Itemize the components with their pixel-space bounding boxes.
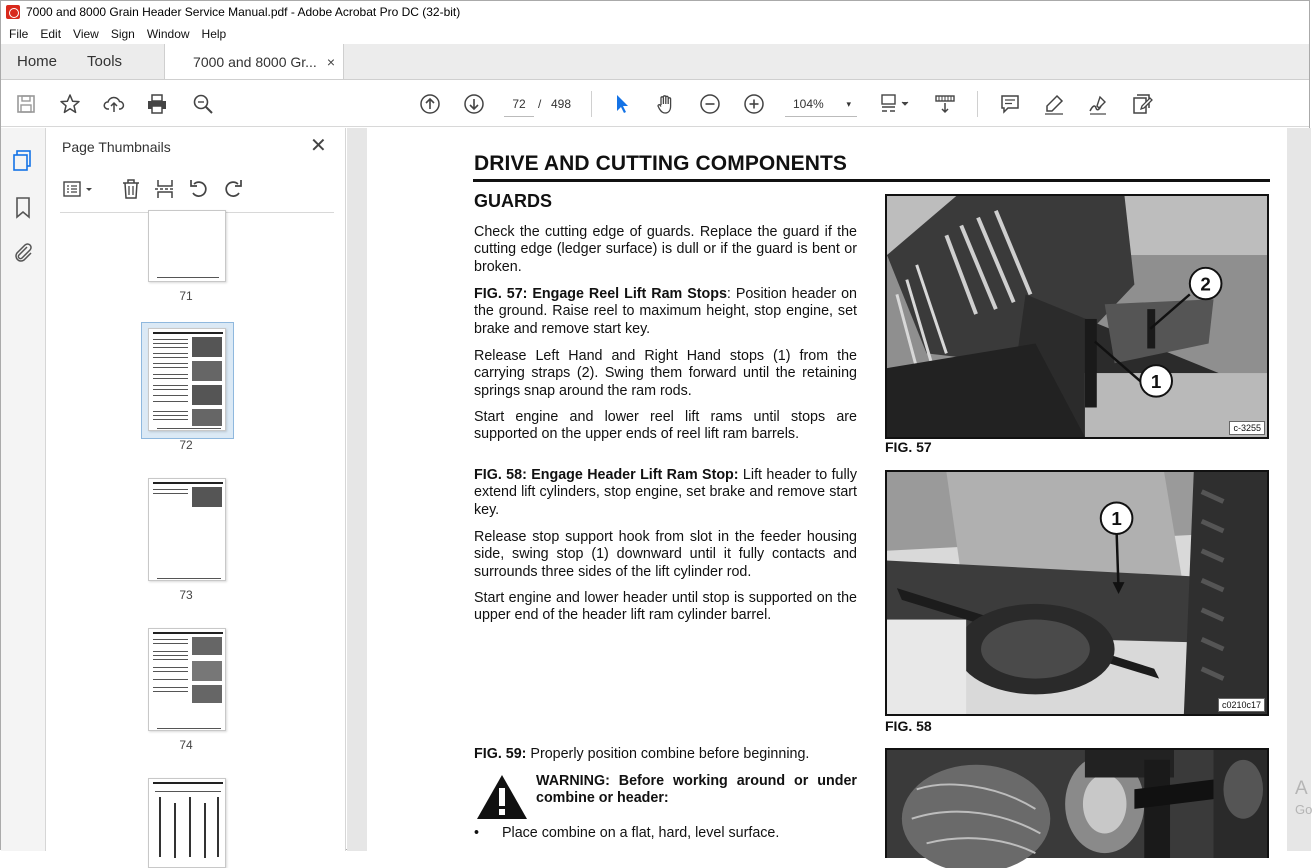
acrobat-logo-icon [6, 5, 20, 19]
menu-bar [1, 23, 1309, 44]
tab-document-label: 7000 and 8000 Gr... [193, 53, 317, 70]
paragraph-guards: Check the cutting edge of guards. Replace the guard if the cutting edge (ledger surface) is dull or if the guard is bent or broken. [474, 224, 857, 275]
scroll-mode-icon[interactable] [933, 92, 957, 116]
edit-pdf-icon[interactable] [1130, 92, 1154, 116]
next-page-icon[interactable] [462, 92, 486, 116]
zoom-out-icon[interactable] [698, 92, 722, 116]
close-tab-icon[interactable]: × [326, 53, 336, 70]
callout-2: 2 [1200, 273, 1211, 295]
warning-text: WARNING: Before working around or under combine or header: [536, 773, 857, 807]
print-icon[interactable] [145, 92, 169, 116]
tab-tools[interactable]: Tools [87, 53, 123, 70]
thumbnail-label: 72 [179, 438, 193, 452]
bookmarks-icon[interactable] [12, 196, 36, 220]
navigation-rail [1, 128, 46, 851]
paragraph-release-stops: Release Left Hand and Right Hand stops (1) from the carrying straps (2). Swing them forward until the retaining springs snap around the ram rods. [474, 348, 857, 399]
thumbnail-label: 74 [179, 738, 193, 752]
thumbnails-panel [46, 128, 346, 851]
page-total: 498 [551, 97, 572, 111]
hand-tool-icon[interactable] [654, 92, 678, 116]
zoom-level-select[interactable] [785, 91, 857, 117]
zoom-in-icon[interactable] [742, 92, 766, 116]
panel-title: Page Thumbnails [62, 139, 171, 155]
figure-code: c0210c17 [1218, 698, 1265, 712]
rotate-counterclockwise-icon[interactable] [188, 178, 212, 202]
tab-bar [1, 44, 1309, 80]
find-zoom-icon[interactable] [191, 92, 215, 116]
page-separator: / [538, 97, 542, 111]
menu-file[interactable]: File [9, 26, 29, 41]
paragraph-lower-rams: Start engine and lower reel lift rams until stops are supported on the upper ends of reel lift ram barrels. [474, 409, 857, 443]
warning-triangle-icon [475, 773, 529, 821]
thumbnail-page-74[interactable] [148, 628, 226, 731]
page-thumbnails-icon[interactable] [12, 149, 36, 173]
page-number-input[interactable]: 72 [504, 91, 534, 117]
options-menu-icon[interactable] [62, 178, 98, 202]
close-panel-icon[interactable]: ✕ [310, 135, 327, 157]
tab-document[interactable] [164, 44, 344, 79]
paragraph-label: FIG. 58: Engage Header Lift Ram Stop: [474, 467, 739, 483]
figure-59-image [885, 748, 1269, 858]
pdf-page [367, 128, 1287, 851]
paragraph-fig58: FIG. 58: Engage Header Lift Ram Stop: Lift header to fully extend lift cylinders, stop engine, set brake and remove start key. [474, 467, 857, 518]
figure-58-image [885, 470, 1269, 716]
attachments-icon[interactable] [12, 241, 36, 265]
paragraph-fig57: FIG. 57: Engage Reel Lift Ram Stops: Position header on the ground. Raise reel to maximum height, stop engine, set brake and remove start key. [474, 286, 857, 337]
thumbnail-page-73[interactable] [148, 478, 226, 581]
figure-caption: FIG. 58 [885, 718, 932, 734]
document-view [347, 128, 1311, 851]
paragraph-label: FIG. 57: Engage Reel Lift Ram Stops [474, 286, 727, 302]
toolbar-divider [977, 91, 978, 117]
draw-sign-icon[interactable] [1086, 92, 1110, 116]
figure-57-image [885, 194, 1269, 439]
title-rule [473, 179, 1270, 182]
select-cursor-icon[interactable] [610, 92, 634, 116]
menu-help[interactable]: Help [201, 26, 227, 41]
thumbnail-page-72[interactable] [148, 328, 226, 431]
menu-sign[interactable]: Sign [110, 26, 135, 41]
menu-window[interactable]: Window [146, 26, 190, 41]
callout-1: 1 [1150, 370, 1162, 392]
figure-code: c-3255 [1229, 421, 1265, 435]
thumbnail-label: 73 [179, 588, 193, 602]
thumbnail-page-75[interactable] [148, 778, 226, 868]
thumbnail-tools [60, 178, 350, 204]
chevron-down-icon: ▾ [846, 99, 851, 109]
section-heading: GUARDS [474, 191, 553, 211]
list-item: • Place combine on a flat, hard, level surface. [474, 825, 780, 841]
title-bar [1, 1, 1309, 23]
activation-watermark-sub: Go [1295, 802, 1312, 817]
zoom-level-value: 104% [793, 97, 824, 111]
figure-caption: FIG. 57 [885, 439, 932, 455]
highlight-pen-icon[interactable] [1042, 92, 1066, 116]
menu-view[interactable]: View [73, 26, 99, 41]
thumbnail-label: 71 [179, 289, 193, 303]
menu-edit[interactable]: Edit [40, 26, 62, 41]
thumbnail-page-71[interactable] [148, 210, 226, 282]
delete-page-icon[interactable] [120, 178, 144, 202]
paragraph-fig59: FIG. 59: Properly position combine before beginning. [474, 746, 810, 762]
rotate-clockwise-icon[interactable] [222, 178, 246, 202]
bookmark-star-icon[interactable] [58, 92, 82, 116]
save-icon[interactable] [14, 92, 38, 116]
tab-home[interactable]: Home [17, 53, 58, 70]
page-title: DRIVE AND CUTTING COMPONENTS [474, 152, 848, 175]
extract-page-icon[interactable] [154, 178, 178, 202]
paragraph-release-hook: Release stop support hook from slot in the feeder housing side, swing stop (1) downward until it fully contacts and surrounds three sides of the lift cylinder rod. [474, 529, 857, 580]
page-fit-icon[interactable] [879, 92, 913, 116]
cloud-upload-icon[interactable] [102, 92, 126, 116]
callout-1: 1 [1111, 508, 1122, 530]
toolbar-divider [591, 91, 592, 117]
comment-icon[interactable] [998, 92, 1022, 116]
paragraph-label: FIG. 59: [474, 746, 527, 762]
paragraph-lower-header: Start engine and lower header until stop is supported on the upper end of the header lift ram cylinder barrel. [474, 590, 857, 624]
previous-page-icon[interactable] [418, 92, 442, 116]
activation-watermark: A [1295, 778, 1308, 799]
toolbar [1, 81, 1309, 127]
thumbnail-list [46, 220, 326, 851]
window-title: 7000 and 8000 Grain Header Service Manual.pdf - Adobe Acrobat Pro DC (32-bit) [26, 5, 461, 19]
bullet-glyph: • [474, 825, 480, 841]
